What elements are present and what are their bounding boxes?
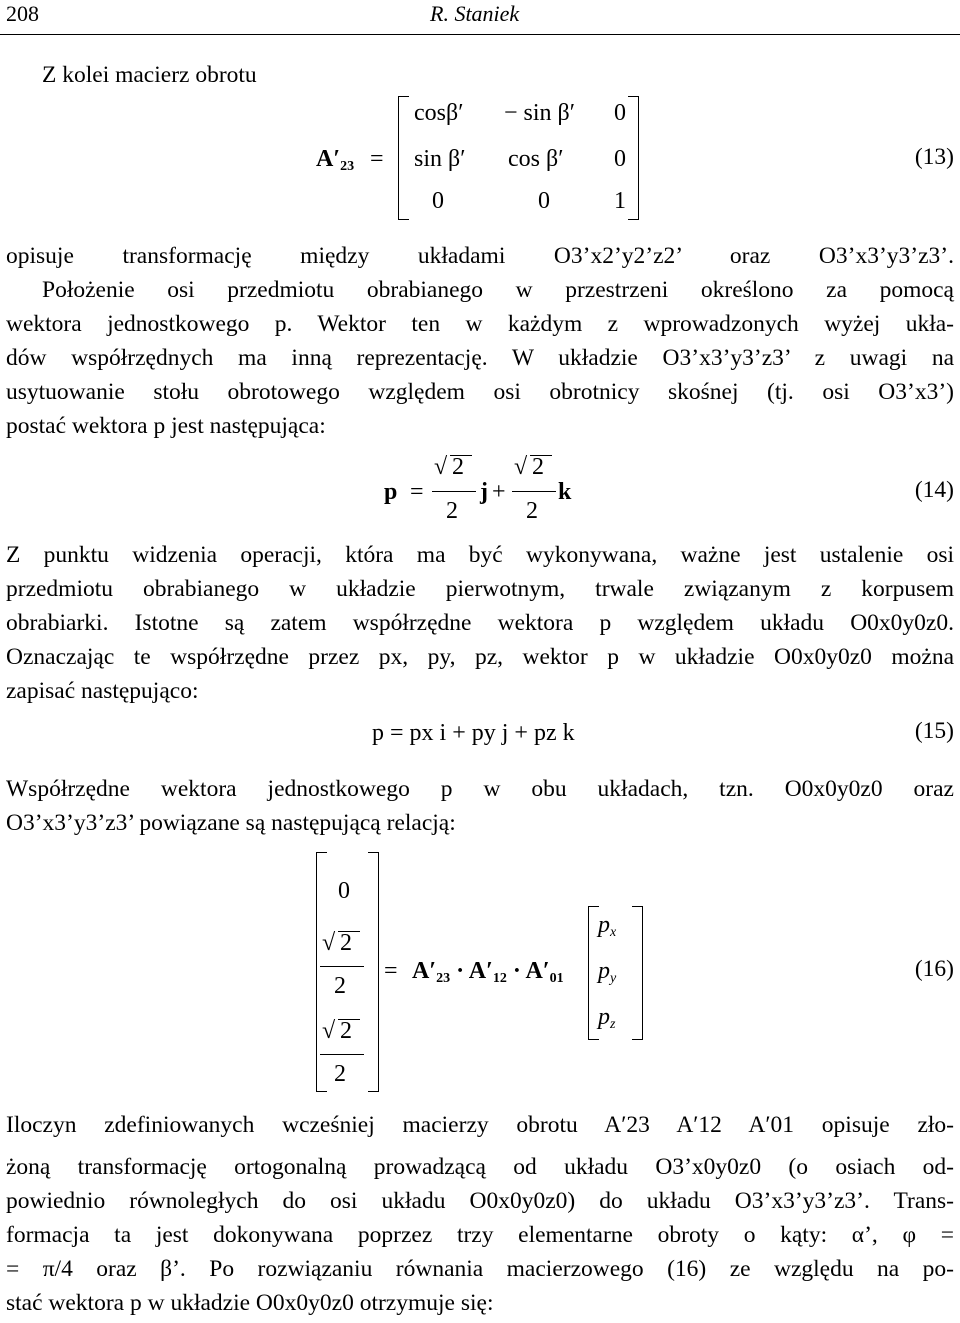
vector-cell: 0 [338, 878, 350, 904]
vector-cell: $p_y$ [598, 958, 617, 986]
sqrt-sign: √ [322, 930, 336, 956]
eq13-left-bracket [398, 96, 409, 220]
m13-cell: 0 [614, 146, 626, 172]
eq13-lhs: $A'_{23}$ [316, 146, 355, 174]
eq16-product: $A'_{23} \cdot A'_{12} \cdot A'_{01}$ [412, 958, 564, 986]
text-line: formacja ta jest dokonywana poprzez trzy elementarne obroty o kąty: α’, φ = [6, 1222, 954, 1248]
vector-cell: $p_z$ [598, 1004, 616, 1032]
eq14-denominator: 2 [526, 498, 538, 524]
eq14-k: k [558, 479, 572, 505]
fraction-bar [512, 491, 556, 492]
vector-cell-num: 2 [340, 930, 352, 956]
text-line: opisuje transformację między układami O3’x2’y2’z2’ oraz O3’x3’y3’z3’. [6, 243, 954, 269]
m13-cell: 0 [614, 100, 626, 126]
equation-15: p = px i + py j + pz k [372, 720, 575, 746]
text-line: postać wektora p jest następująca: [6, 413, 326, 439]
eq16-number: (16) [914, 956, 954, 982]
eq14-number: (14) [914, 477, 954, 503]
eq14-plus: + [492, 479, 506, 505]
fraction-bar [320, 1054, 364, 1055]
sqrt-sign: √ [514, 454, 528, 480]
sqrt-sign: √ [322, 1018, 336, 1044]
page-header [0, 0, 960, 35]
text-line: Oznaczając te współrzędne przez px, py, pz, wektor p w układzie O0x0y0z0 można [6, 644, 954, 670]
text-line: wektora jednostkowego p. Wektor ten w każdym z wprowadzonych wyżej ukła- [6, 311, 954, 337]
m13-cell: 0 [432, 188, 444, 214]
eq15-number: (15) [914, 718, 954, 744]
text-line: O3’x3’y3’z3’ powiązane są następującą relacją: [6, 810, 456, 836]
vector-cell-den: 2 [334, 1061, 346, 1087]
eq16-left-vector-bracket-l [316, 852, 327, 1092]
eq14-denominator: 2 [446, 498, 458, 524]
eq14-numerator: 2 [452, 454, 464, 480]
text-line: Iloczyn zdefiniowanych wcześniej macierzy obrotu A′23 A′12 A′01 opisuje zło- [6, 1112, 954, 1138]
fraction-bar [432, 491, 476, 492]
m13-cell: cos β′ [508, 146, 564, 172]
eq13-number: (13) [914, 144, 954, 170]
intro-text: Z kolei macierz obrotu [42, 62, 257, 88]
eq14-numerator: 2 [532, 454, 544, 480]
eq14-lhs: p [384, 479, 398, 505]
m13-cell: 1 [614, 188, 626, 214]
eq14-j: j [480, 479, 488, 505]
vector-cell-num: 2 [340, 1018, 352, 1044]
text-line: żoną transformację ortogonalną prowadzącą od układu O3’x0y0z0 (o osiach od- [6, 1154, 954, 1180]
fraction-bar [320, 966, 364, 967]
text-line: powiednio równoległych do osi układu O0x0y0z0) do układu O3’x3’y3’z3’. Trans- [6, 1188, 954, 1214]
eq16-right-vector-bracket-r [632, 906, 643, 1040]
text-line: = π/4 oraz β’. Po rozwiązaniu równania macierzowego (16) ze względu na po- [6, 1256, 954, 1282]
text-line: Położenie osi przedmiotu obrabianego w przestrzeni określono za pomocą [42, 277, 954, 303]
eq13-equals: = [370, 146, 384, 172]
m13-cell: − sin β′ [504, 100, 576, 126]
m13-cell: sin β′ [414, 146, 466, 172]
m13-cell: 0 [538, 188, 550, 214]
vector-cell: $p_x$ [598, 912, 617, 940]
page-number: 208 [6, 1, 39, 26]
eq14-equals: = [410, 479, 424, 505]
text-line: Współrzędne wektora jednostkowego p w obu układach, tzn. O0x0y0z0 oraz [6, 776, 954, 802]
author-name: R. Staniek [430, 1, 520, 26]
vector-cell-den: 2 [334, 973, 346, 999]
m13-cell: cosβ′ [414, 100, 464, 126]
text-line: obrabiarki. Istotne są zatem współrzędne wektora p względem układu O0x0y0z0. [6, 610, 954, 636]
text-line: Z punktu widzenia operacji, która ma być wykonywana, ważne jest ustalenie osi [6, 542, 954, 568]
eq16-equals: = [384, 958, 398, 984]
text-line: usytuowanie stołu obrotowego względem osi obrotnicy skośnej (tj. osi O3’x3’) [6, 379, 954, 405]
text-line: przedmiotu obrabianego w układzie pierwotnym, trwale związanym z korpusem [6, 576, 954, 602]
text-line: dów współrzędnych ma inną reprezentację. W układzie O3’x3’y3’z3’ z uwagi na [6, 345, 954, 371]
eq13-right-bracket [628, 96, 639, 220]
text-line: stać wektora p w układzie O0x0y0z0 otrzymuje się: [6, 1290, 494, 1316]
eq16-left-vector-bracket-r [368, 852, 379, 1092]
text-line: zapisać następująco: [6, 678, 199, 704]
sqrt-sign: √ [434, 454, 448, 480]
